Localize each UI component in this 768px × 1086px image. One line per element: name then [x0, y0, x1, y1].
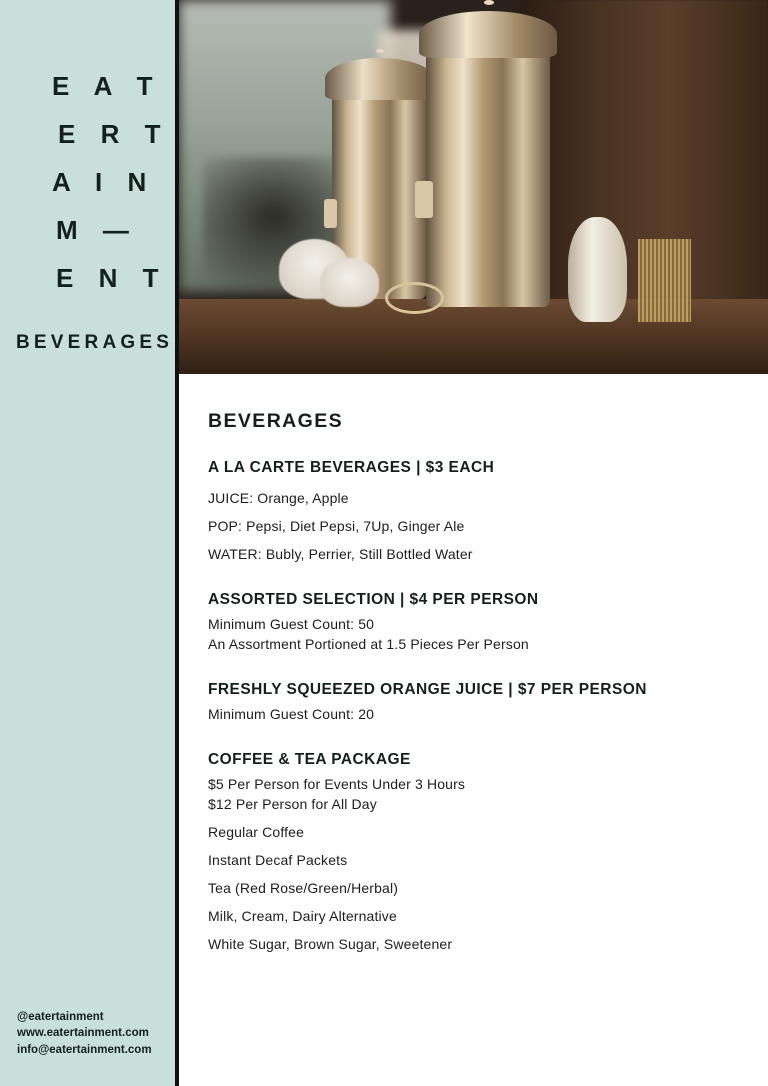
section-line: Minimum Guest Count: 20 — [208, 706, 375, 722]
urn-spout-large — [415, 181, 432, 218]
section-line: JUICE: Orange, Apple — [208, 490, 349, 506]
sidebar — [0, 0, 179, 1086]
section-line: WATER: Bubly, Perrier, Still Bottled Water — [208, 546, 473, 562]
section-line: Milk, Cream, Dairy Alternative — [208, 908, 397, 924]
section-assorted-selection — [208, 591, 732, 653]
serving-ring — [385, 282, 444, 314]
urn-spout-small — [324, 199, 337, 228]
content — [179, 0, 768, 1086]
sidebar-subtitle: BEVERAGES — [16, 332, 174, 353]
section-coffee-tea-package — [208, 751, 732, 953]
section-heading: ASSORTED SELECTION | $4 PER PERSON — [208, 591, 539, 608]
section-line: Instant Decaf Packets — [208, 852, 348, 868]
section-heading: A LA CARTE BEVERAGES | $3 EACH — [208, 459, 495, 476]
menu-body — [179, 374, 768, 953]
section-fresh-orange-juice — [208, 681, 732, 723]
section-line: White Sugar, Brown Sugar, Sweetener — [208, 936, 453, 952]
contact-email[interactable]: info@eatertainment.com — [17, 1043, 152, 1056]
brand-line-5: E N T — [56, 263, 168, 293]
brand-line-1: E A T — [52, 71, 162, 101]
urn-lid-small — [325, 58, 434, 100]
section-line: $12 Per Person for All Day — [208, 796, 377, 812]
section-heading: FRESHLY SQUEEZED ORANGE JUICE | $7 PER PERSON — [208, 681, 647, 698]
section-line: POP: Pepsi, Diet Pepsi, 7Up, Ginger Ale — [208, 518, 465, 534]
urn-lid-large — [419, 11, 558, 58]
section-heading: COFFEE & TEA PACKAGE — [208, 751, 411, 768]
contact-block — [17, 1009, 152, 1059]
contact-instagram[interactable]: @eatertainment — [17, 1010, 104, 1023]
section-line: Regular Coffee — [208, 824, 305, 840]
page-title: BEVERAGES — [208, 410, 344, 432]
brand-line-4: M — — [56, 215, 138, 245]
section-line: $5 Per Person for Events Under 3 Hours — [208, 776, 466, 792]
section-line: Tea (Red Rose/Green/Herbal) — [208, 880, 399, 896]
brand-wordmark — [0, 0, 179, 302]
section-a-la-carte — [208, 459, 732, 563]
section-line: Minimum Guest Count: 50 — [208, 616, 375, 632]
contact-website[interactable]: www.eatertainment.com — [17, 1027, 149, 1039]
brand-line-2: E R T — [58, 119, 170, 149]
section-line: An Assortment Portioned at 1.5 Pieces Per Person — [208, 636, 529, 652]
brand-line-3: A I N — [52, 167, 156, 197]
hero-photo — [179, 0, 768, 374]
stacked-cups-right — [320, 258, 379, 307]
pastry-tray — [603, 307, 768, 367]
coffee-urn-large — [426, 45, 550, 307]
